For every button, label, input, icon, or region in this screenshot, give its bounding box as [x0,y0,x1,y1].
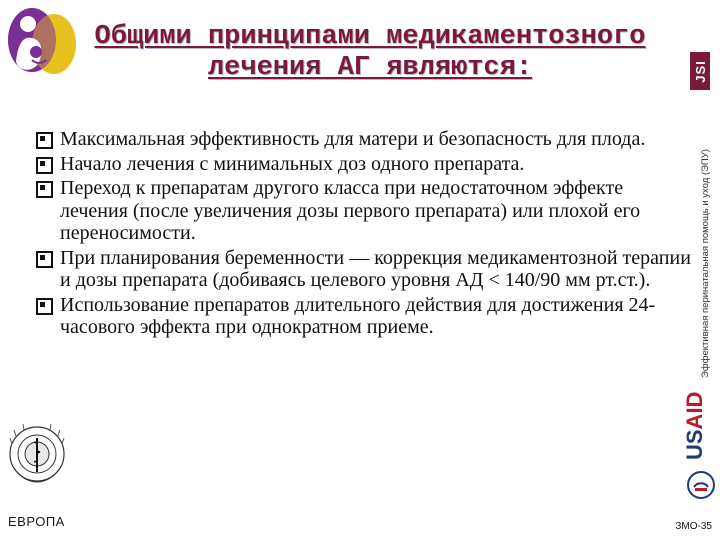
usaid-wordmark [682,392,708,460]
list-item [34,294,694,339]
list-item [34,247,694,292]
usaid-wordmark-us: US [682,429,707,460]
title-line-1: Общими принципами медикаментозного [94,22,646,52]
who-europe-label: ЕВРОПА [8,514,65,529]
slide-title [60,22,680,84]
jsi-logo-text: JSI [692,59,708,83]
title-line-2: лечения АГ являются: [207,53,533,83]
list-item [34,153,694,176]
checkbox-bullet-icon [36,132,53,149]
side-caption [700,0,712,380]
side-caption-text: Эффективная перинатальная помощь и уход (ЭПУ) [700,149,711,378]
checkbox-bullet-icon [36,298,53,315]
list-item-text: Переход к препаратам другого класса при недостаточном эффекте лечения (после увеличения дозы первого препарата) или плохой его переносимости. [60,177,641,244]
usaid-wordmark-aid: AID [682,391,707,430]
checkbox-bullet-icon [36,181,53,198]
list-item-text: Использование препаратов длительного действия для достижения 24-часового эффекта при однократном приеме. [60,293,656,338]
list-item [34,128,694,151]
usaid-logo [678,380,718,540]
list-item-text: Максимальная эффективность для матери и безопасность для плода. [60,128,646,150]
slide-number: ЗМО-35 [675,521,712,532]
checkbox-bullet-icon [36,251,53,268]
checkbox-bullet-icon [36,157,53,174]
usaid-seal-icon [686,470,716,500]
list-item-text: Начало лечения с минимальных доз одного препарата. [60,152,525,175]
list-item-text: При планирования беременности — коррекция медикаментозной терапии и дозы препарата (добиваясь целевого уровня АД < 140/90 мм рт.ст.). [60,246,691,291]
principles-list [34,128,694,341]
list-item [34,177,694,245]
who-emblem-icon [4,420,70,492]
